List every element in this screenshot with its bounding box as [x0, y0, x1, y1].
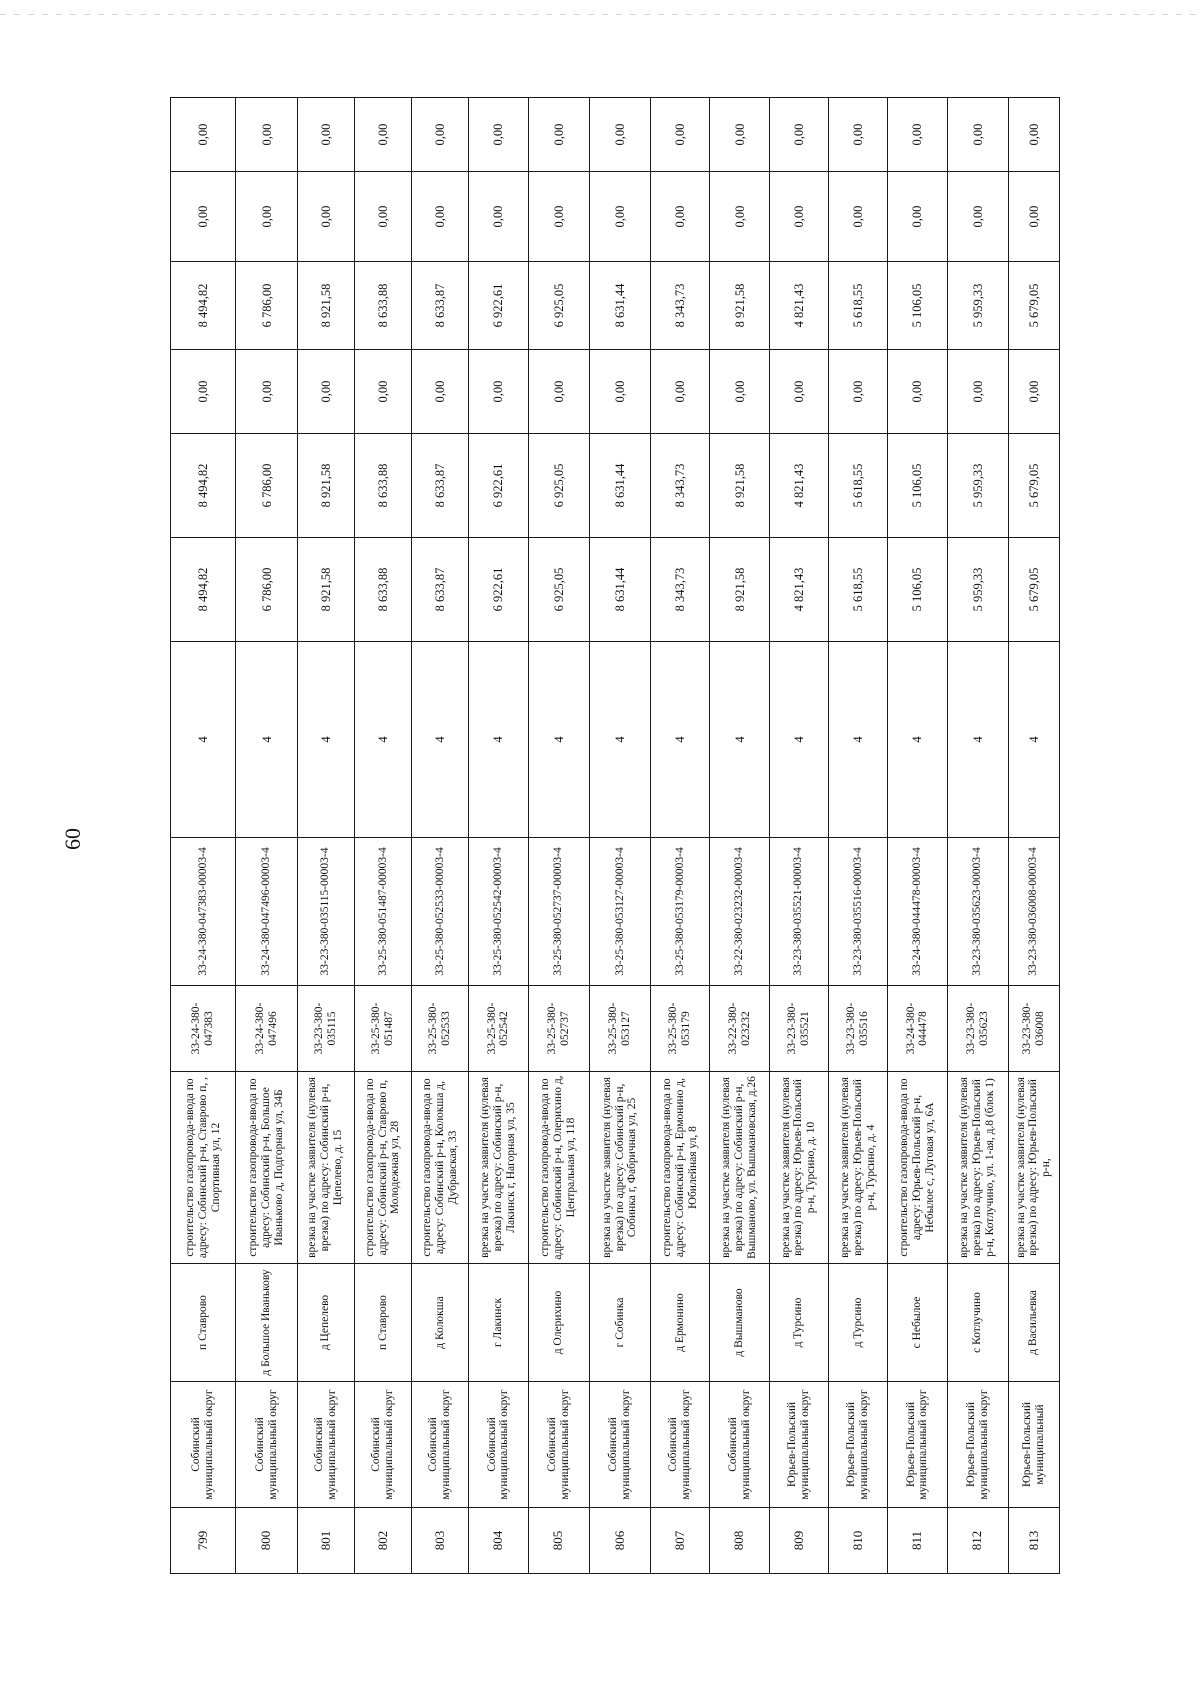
- work-description-cell: строительство газопровода-ввода по адресу: Собинский р-н, Большое Иваньково д, Подгорная ул, 34Б: [236, 1072, 297, 1264]
- amount-zero-b-cell: 0,00: [651, 172, 710, 262]
- category-cell: 4: [888, 642, 947, 838]
- row-number-cell: 806: [589, 1508, 650, 1574]
- registry-table-frame: [170, 98, 1060, 1574]
- district-cell: Юрьев-Польский муниципальный округ: [888, 1382, 947, 1508]
- work-description-cell: врезка на участке заявителя (нулевая врезка) по адресу: Юрьев-Польский р-н, Котлучино, ул. 1-ая, д.8 (блок 1): [947, 1072, 1008, 1264]
- amount-planned-cell: 5 959,33: [947, 434, 1008, 538]
- table-row: [528, 98, 589, 1574]
- amount-planned-cell: 8 343,73: [651, 434, 710, 538]
- amount-zero-c-cell: 0,00: [1008, 98, 1059, 172]
- amount-zero-b-cell: 0,00: [171, 172, 236, 262]
- locality-cell: д Турсино: [829, 1264, 888, 1382]
- district-cell: Собинский муниципальный округ: [297, 1382, 354, 1508]
- category-cell: 4: [829, 642, 888, 838]
- amount-actual-cell: 8 631,44: [589, 262, 650, 350]
- amount-zero-a-cell: 0,00: [236, 350, 297, 434]
- request-number-cell: 33-23-380-035115: [297, 986, 354, 1072]
- amount-zero-a-cell: 0,00: [297, 350, 354, 434]
- amount-zero-a-cell: 0,00: [651, 350, 710, 434]
- category-cell: 4: [171, 642, 236, 838]
- category-cell: 4: [769, 642, 828, 838]
- amount-total-cell: 8 494,82: [171, 538, 236, 642]
- district-cell: Собинский муниципальный округ: [236, 1382, 297, 1508]
- amount-planned-cell: 8 631,44: [589, 434, 650, 538]
- contract-number-cell: 33-24-380-047383-00003-4: [171, 838, 236, 986]
- locality-cell: д Васильевка: [1008, 1264, 1059, 1382]
- locality-cell: с Небылое: [888, 1264, 947, 1382]
- amount-zero-c-cell: 0,00: [769, 98, 828, 172]
- row-number-cell: 811: [888, 1508, 947, 1574]
- work-description-cell: врезка на участке заявителя (нулевая врезка) по адресу: Юрьев-Польский р-н, Турсино, д. 4: [829, 1072, 888, 1264]
- contract-number-cell: 33-25-380-052533-00003-4: [412, 838, 469, 986]
- amount-actual-cell: 5 106,05: [888, 262, 947, 350]
- row-number-cell: 803: [412, 1508, 469, 1574]
- table-row: [412, 98, 469, 1574]
- locality-cell: д Вышманово: [710, 1264, 769, 1382]
- table-row: [710, 98, 769, 1574]
- request-number-cell: 33-23-380-035623: [947, 986, 1008, 1072]
- district-cell: Юрьев-Польский муниципальный округ: [829, 1382, 888, 1508]
- locality-cell: д Цепелево: [297, 1264, 354, 1382]
- amount-zero-a-cell: 0,00: [888, 350, 947, 434]
- district-cell: Собинский муниципальный округ: [171, 1382, 236, 1508]
- amount-zero-c-cell: 0,00: [354, 98, 411, 172]
- amount-zero-b-cell: 0,00: [769, 172, 828, 262]
- amount-zero-c-cell: 0,00: [297, 98, 354, 172]
- amount-zero-c-cell: 0,00: [469, 98, 528, 172]
- amount-actual-cell: 4 821,43: [769, 262, 828, 350]
- amount-planned-cell: 8 633,87: [412, 434, 469, 538]
- work-description-cell: врезка на участке заявителя (нулевая врезка) по адресу: Собинский р-н, Вышманово, ул. Вышмановская, д.26: [710, 1072, 769, 1264]
- work-description-cell: строительство газопровода-ввода по адресу: Собинский р-н, Олерихино д, Центральная ул, 118: [528, 1072, 589, 1264]
- district-cell: Собинский муниципальный округ: [651, 1382, 710, 1508]
- amount-zero-c-cell: 0,00: [589, 98, 650, 172]
- request-number-cell: 33-22-380-023232: [710, 986, 769, 1072]
- amount-total-cell: 5 618,55: [829, 538, 888, 642]
- amount-zero-c-cell: 0,00: [888, 98, 947, 172]
- table-row: [947, 98, 1008, 1574]
- contract-number-cell: 33-24-380-047496-00003-4: [236, 838, 297, 986]
- work-description-cell: врезка на участке заявителя (нулевая врезка) по адресу: Собинский р-н, Лакинск г, Нагорная ул, 35: [469, 1072, 528, 1264]
- amount-actual-cell: 8 921,58: [710, 262, 769, 350]
- work-description-cell: врезка на участке заявителя (нулевая врезка) по адресу: Собинский р-н, Цепелево, д. 15: [297, 1072, 354, 1264]
- amount-actual-cell: 6 922,61: [469, 262, 528, 350]
- amount-zero-c-cell: 0,00: [236, 98, 297, 172]
- contract-number-cell: 33-25-380-052542-00003-4: [469, 838, 528, 986]
- district-cell: Юрьев-Польский муниципальный округ: [947, 1382, 1008, 1508]
- district-cell: Юрьев-Польский муниципальный округ: [769, 1382, 828, 1508]
- request-number-cell: 33-25-380-053127: [589, 986, 650, 1072]
- district-cell: Собинский муниципальный округ: [528, 1382, 589, 1508]
- amount-zero-b-cell: 0,00: [297, 172, 354, 262]
- category-cell: 4: [1008, 642, 1059, 838]
- category-cell: 4: [297, 642, 354, 838]
- work-description-cell: врезка на участке заявителя (нулевая врезка) по адресу: Собинский р-н, Собинка г, Фабричная ул, 25: [589, 1072, 650, 1264]
- amount-zero-a-cell: 0,00: [1008, 350, 1059, 434]
- category-cell: 4: [710, 642, 769, 838]
- amount-zero-c-cell: 0,00: [710, 98, 769, 172]
- row-number-cell: 805: [528, 1508, 589, 1574]
- category-cell: 4: [651, 642, 710, 838]
- amount-planned-cell: 4 821,43: [769, 434, 828, 538]
- row-number-cell: 800: [236, 1508, 297, 1574]
- amount-zero-b-cell: 0,00: [829, 172, 888, 262]
- amount-zero-b-cell: 0,00: [710, 172, 769, 262]
- request-number-cell: 33-23-380-036008: [1008, 986, 1059, 1072]
- amount-actual-cell: 5 618,55: [829, 262, 888, 350]
- row-number-cell: 812: [947, 1508, 1008, 1574]
- request-number-cell: 33-23-380-035521: [769, 986, 828, 1072]
- work-description-cell: строительство газопровода-ввода по адресу: Собинский р-н, Ставрово п, Молодежная ул, 28: [354, 1072, 411, 1264]
- amount-planned-cell: 8 633,88: [354, 434, 411, 538]
- district-cell: Собинский муниципальный округ: [354, 1382, 411, 1508]
- amount-total-cell: 5 959,33: [947, 538, 1008, 642]
- row-number-cell: 813: [1008, 1508, 1059, 1574]
- contract-number-cell: 33-23-380-035516-00003-4: [829, 838, 888, 986]
- amount-planned-cell: 5 618,55: [829, 434, 888, 538]
- table-row: [171, 98, 236, 1574]
- request-number-cell: 33-25-380-051487: [354, 986, 411, 1072]
- request-number-cell: 33-25-380-052737: [528, 986, 589, 1072]
- category-cell: 4: [354, 642, 411, 838]
- contract-number-cell: 33-23-380-035623-00003-4: [947, 838, 1008, 986]
- amount-actual-cell: 8 921,58: [297, 262, 354, 350]
- contract-number-cell: 33-22-380-023232-00003-4: [710, 838, 769, 986]
- locality-cell: г Собинка: [589, 1264, 650, 1382]
- category-cell: 4: [589, 642, 650, 838]
- amount-actual-cell: 5 959,33: [947, 262, 1008, 350]
- request-number-cell: 33-23-380-035516: [829, 986, 888, 1072]
- row-number-cell: 809: [769, 1508, 828, 1574]
- amount-total-cell: 8 633,88: [354, 538, 411, 642]
- contract-number-cell: 33-25-380-053127-00003-4: [589, 838, 650, 986]
- request-number-cell: 33-25-380-052533: [412, 986, 469, 1072]
- locality-cell: д Колокша: [412, 1264, 469, 1382]
- district-cell: Юрьев-Польский муниципальный: [1008, 1382, 1059, 1508]
- amount-zero-c-cell: 0,00: [947, 98, 1008, 172]
- amount-planned-cell: 8 921,58: [710, 434, 769, 538]
- row-number-cell: 807: [651, 1508, 710, 1574]
- amount-zero-a-cell: 0,00: [769, 350, 828, 434]
- amount-total-cell: 4 821,43: [769, 538, 828, 642]
- amount-zero-a-cell: 0,00: [829, 350, 888, 434]
- amount-total-cell: 6 922,61: [469, 538, 528, 642]
- amount-zero-c-cell: 0,00: [171, 98, 236, 172]
- amount-zero-b-cell: 0,00: [412, 172, 469, 262]
- contract-number-cell: 33-25-380-051487-00003-4: [354, 838, 411, 986]
- contract-number-cell: 33-23-380-036008-00003-4: [1008, 838, 1059, 986]
- amount-planned-cell: 6 786,00: [236, 434, 297, 538]
- amount-total-cell: 5 106,05: [888, 538, 947, 642]
- table-row: [354, 98, 411, 1574]
- contract-number-cell: 33-23-380-035521-00003-4: [769, 838, 828, 986]
- registry-table-body: [171, 98, 1060, 1574]
- amount-planned-cell: 5 679,05: [1008, 434, 1059, 538]
- amount-zero-b-cell: 0,00: [1008, 172, 1059, 262]
- category-cell: 4: [528, 642, 589, 838]
- row-number-cell: 808: [710, 1508, 769, 1574]
- category-cell: 4: [469, 642, 528, 838]
- registry-table: [170, 97, 1060, 1574]
- locality-cell: д Ермонино: [651, 1264, 710, 1382]
- request-number-cell: 33-25-380-053179: [651, 986, 710, 1072]
- amount-zero-a-cell: 0,00: [947, 350, 1008, 434]
- table-row: [297, 98, 354, 1574]
- locality-cell: п Ставрово: [354, 1264, 411, 1382]
- amount-total-cell: 8 633,87: [412, 538, 469, 642]
- work-description-cell: строительство газопровода-ввода по адресу: Юрьев-Польский р-н, Небылое с, Луговая ул, 6А: [888, 1072, 947, 1264]
- table-row: [829, 98, 888, 1574]
- amount-zero-c-cell: 0,00: [528, 98, 589, 172]
- district-cell: Собинский муниципальный округ: [412, 1382, 469, 1508]
- locality-cell: д Олерихино: [528, 1264, 589, 1382]
- category-cell: 4: [947, 642, 1008, 838]
- work-description-cell: строительство газопровода-ввода по адресу: Собинский р-н, Ставрово п, , Спортивная ул, 12: [171, 1072, 236, 1264]
- amount-zero-a-cell: 0,00: [710, 350, 769, 434]
- row-number-cell: 804: [469, 1508, 528, 1574]
- district-cell: Собинский муниципальный округ: [589, 1382, 650, 1508]
- amount-zero-a-cell: 0,00: [354, 350, 411, 434]
- work-description-cell: строительство газопровода-ввода по адресу: Собинский р-н, Ермонино д, Юбилейная ул, 8: [651, 1072, 710, 1264]
- amount-total-cell: 8 921,58: [297, 538, 354, 642]
- category-cell: 4: [236, 642, 297, 838]
- table-row: [236, 98, 297, 1574]
- table-row: [651, 98, 710, 1574]
- amount-planned-cell: 8 921,58: [297, 434, 354, 538]
- amount-zero-b-cell: 0,00: [236, 172, 297, 262]
- amount-actual-cell: 8 633,87: [412, 262, 469, 350]
- request-number-cell: 33-24-380-047383: [171, 986, 236, 1072]
- amount-actual-cell: 5 679,05: [1008, 262, 1059, 350]
- district-cell: Собинский муниципальный округ: [710, 1382, 769, 1508]
- amount-planned-cell: 6 925,05: [528, 434, 589, 538]
- locality-cell: д Турсино: [769, 1264, 828, 1382]
- table-row: [769, 98, 828, 1574]
- amount-zero-b-cell: 0,00: [469, 172, 528, 262]
- amount-total-cell: 6 786,00: [236, 538, 297, 642]
- amount-zero-c-cell: 0,00: [412, 98, 469, 172]
- amount-zero-a-cell: 0,00: [589, 350, 650, 434]
- work-description-cell: строительство газопровода-ввода по адресу: Собинский р-н, Колокша д, Дубравская, 33: [412, 1072, 469, 1264]
- locality-cell: п Ставрово: [171, 1264, 236, 1382]
- request-number-cell: 33-25-380-052542: [469, 986, 528, 1072]
- table-row: [1008, 98, 1059, 1574]
- amount-actual-cell: 8 494,82: [171, 262, 236, 350]
- locality-cell: д Большое Иванькову: [236, 1264, 297, 1382]
- work-description-cell: врезка на участке заявителя (нулевая врезка) по адресу: Юрьев-Польский р-н,: [1008, 1072, 1059, 1264]
- amount-actual-cell: 6 786,00: [236, 262, 297, 350]
- row-number-cell: 802: [354, 1508, 411, 1574]
- amount-actual-cell: 8 633,88: [354, 262, 411, 350]
- amount-zero-c-cell: 0,00: [651, 98, 710, 172]
- contract-number-cell: 33-24-380-044478-00003-4: [888, 838, 947, 986]
- locality-cell: с Котлучино: [947, 1264, 1008, 1382]
- amount-zero-a-cell: 0,00: [412, 350, 469, 434]
- amount-zero-b-cell: 0,00: [589, 172, 650, 262]
- request-number-cell: 33-24-380-047496: [236, 986, 297, 1072]
- amount-total-cell: 8 631,44: [589, 538, 650, 642]
- amount-total-cell: 5 679,05: [1008, 538, 1059, 642]
- category-cell: 4: [412, 642, 469, 838]
- contract-number-cell: 33-25-380-053179-00003-4: [651, 838, 710, 986]
- amount-zero-b-cell: 0,00: [528, 172, 589, 262]
- amount-zero-a-cell: 0,00: [528, 350, 589, 434]
- amount-total-cell: 8 921,58: [710, 538, 769, 642]
- row-number-cell: 810: [829, 1508, 888, 1574]
- amount-actual-cell: 8 343,73: [651, 262, 710, 350]
- district-cell: Собинский муниципальный округ: [469, 1382, 528, 1508]
- amount-total-cell: 6 925,05: [528, 538, 589, 642]
- amount-planned-cell: 5 106,05: [888, 434, 947, 538]
- amount-planned-cell: 6 922,61: [469, 434, 528, 538]
- request-number-cell: 33-24-380-044478: [888, 986, 947, 1072]
- page-number: 60: [60, 828, 85, 850]
- table-row: [589, 98, 650, 1574]
- amount-planned-cell: 8 494,82: [171, 434, 236, 538]
- amount-actual-cell: 6 925,05: [528, 262, 589, 350]
- amount-total-cell: 8 343,73: [651, 538, 710, 642]
- row-number-cell: 799: [171, 1508, 236, 1574]
- row-number-cell: 801: [297, 1508, 354, 1574]
- amount-zero-b-cell: 0,00: [888, 172, 947, 262]
- table-row: [469, 98, 528, 1574]
- amount-zero-b-cell: 0,00: [947, 172, 1008, 262]
- table-row: [888, 98, 947, 1574]
- amount-zero-b-cell: 0,00: [354, 172, 411, 262]
- scan-edge-line: [0, 14, 1200, 15]
- locality-cell: г Лакинск: [469, 1264, 528, 1382]
- work-description-cell: врезка на участке заявителя (нулевая врезка) по адресу: Юрьев-Польский р-н, Турсино, д. 10: [769, 1072, 828, 1264]
- amount-zero-a-cell: 0,00: [171, 350, 236, 434]
- amount-zero-a-cell: 0,00: [469, 350, 528, 434]
- contract-number-cell: 33-25-380-052737-00003-4: [528, 838, 589, 986]
- contract-number-cell: 33-23-380-035115-00003-4: [297, 838, 354, 986]
- amount-zero-c-cell: 0,00: [829, 98, 888, 172]
